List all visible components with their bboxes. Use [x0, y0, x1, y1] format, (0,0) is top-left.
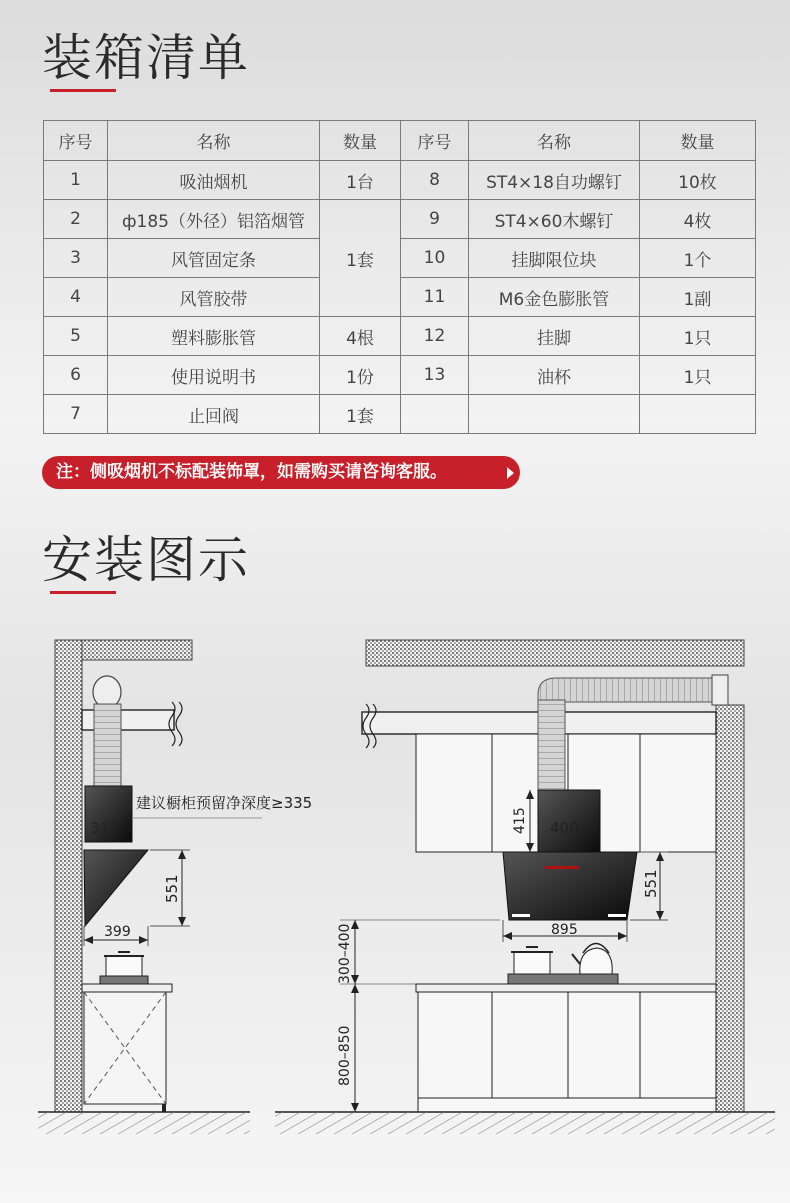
- cabinet-depth-note: 建议橱柜预留净深度≥335: [136, 794, 313, 812]
- notice-banner: 注：侧吸烟机不标配装饰罩，如需购买请咨询客服。: [42, 456, 520, 489]
- countertop: [82, 984, 172, 992]
- hood-height-label: 551: [642, 869, 660, 898]
- table-row: [44, 317, 756, 356]
- upper-cabinet: [640, 734, 716, 852]
- item-qty: 1只: [640, 356, 756, 395]
- item-qty: 4枚: [640, 200, 756, 239]
- cooktop: [508, 974, 618, 984]
- ceiling: [82, 640, 192, 660]
- item-qty: 1只: [640, 317, 756, 356]
- plinth: [418, 1098, 716, 1112]
- wall: [55, 640, 82, 1112]
- packing-list-title: 装箱清单: [42, 29, 250, 87]
- upper-cabinet: [416, 734, 492, 852]
- break-mark: [176, 702, 182, 746]
- item-name: 挂脚限位块: [469, 239, 640, 278]
- item-no: 8: [401, 161, 469, 200]
- header-name: 名称: [108, 121, 320, 161]
- item-qty: 1个: [640, 239, 756, 278]
- kettle-icon: [572, 944, 612, 975]
- pot-icon: [511, 947, 553, 974]
- base-cabinet: [492, 992, 568, 1098]
- floor-hatch: [275, 1112, 775, 1134]
- hood-body-front: [503, 852, 637, 920]
- header-qty: 数量: [640, 121, 756, 161]
- item-name: ф185（外径）铝箔烟管: [108, 200, 320, 239]
- flex-duct-vertical: [538, 700, 565, 790]
- header-name: 名称: [469, 121, 640, 161]
- item-qty: 4根: [320, 317, 401, 356]
- hood-body-side: [84, 850, 148, 926]
- duct-box-width-label: 315: [91, 821, 118, 837]
- item-name: [469, 395, 640, 434]
- table-row: [44, 395, 756, 434]
- countertop: [416, 984, 716, 992]
- item-name: ST4×60木螺钉: [469, 200, 640, 239]
- item-qty: 1套: [320, 395, 401, 434]
- item-qty: [640, 395, 756, 434]
- item-name: 使用说明书: [108, 356, 320, 395]
- item-no: [401, 395, 469, 434]
- side-view: [38, 640, 312, 1134]
- item-qty: 10枚: [640, 161, 756, 200]
- duct-box-width-label: 400: [550, 819, 579, 837]
- header-no: 序号: [44, 121, 108, 161]
- counter-height-label: 800–850: [337, 1025, 353, 1086]
- table-row: [44, 200, 756, 239]
- item-name: 塑料膨胀管: [108, 317, 320, 356]
- table-row: [44, 161, 756, 200]
- item-name: 风管胶带: [108, 278, 320, 317]
- item-name: 挂脚: [469, 317, 640, 356]
- item-no: 11: [401, 278, 469, 317]
- flex-duct: [94, 704, 121, 790]
- base-cabinet: [640, 992, 716, 1098]
- item-name: 吸油烟机: [108, 161, 320, 200]
- header-qty: 数量: [320, 121, 401, 161]
- base-cabinet: [418, 992, 492, 1098]
- item-no: 13: [401, 356, 469, 395]
- item-qty: 1副: [640, 278, 756, 317]
- duct-end-cap: [712, 675, 728, 705]
- item-no: 10: [401, 239, 469, 278]
- table-row: [44, 356, 756, 395]
- cabinet-foot: [162, 1104, 166, 1112]
- hood-width-label: 895: [551, 922, 578, 938]
- base-cabinet: [568, 992, 640, 1098]
- item-no: 9: [401, 200, 469, 239]
- hood-height-label: 551: [163, 874, 181, 903]
- item-no: 3: [44, 239, 108, 278]
- item-no: 5: [44, 317, 108, 356]
- item-name: 止回阀: [108, 395, 320, 434]
- installation-title: 安装图示: [42, 531, 250, 589]
- ceiling: [366, 640, 744, 666]
- pot-icon: [100, 952, 148, 984]
- item-no: 1: [44, 161, 108, 200]
- title-underline: [50, 89, 116, 92]
- item-qty: 1台: [320, 161, 401, 200]
- item-no: 12: [401, 317, 469, 356]
- installation-diagram: [0, 620, 790, 1180]
- title-underline: [50, 591, 116, 594]
- floor-hatch: [38, 1112, 250, 1134]
- item-qty: 1份: [320, 356, 401, 395]
- duct-opening: [93, 676, 121, 708]
- item-no: 7: [44, 395, 108, 434]
- item-no: 6: [44, 356, 108, 395]
- item-name: M6金色膨胀管: [469, 278, 640, 317]
- hood-depth-label: 399: [104, 924, 131, 940]
- header-no: 序号: [401, 121, 469, 161]
- front-view: [275, 640, 775, 1134]
- item-no: 2: [44, 200, 108, 239]
- hood-to-stove-label: 300–400: [337, 923, 353, 984]
- wall: [716, 705, 744, 1112]
- duct-box-height-label: 415: [512, 807, 528, 834]
- item-name: ST4×18自功螺钉: [469, 161, 640, 200]
- item-no: 4: [44, 278, 108, 317]
- table-header-row: [44, 121, 756, 161]
- item-qty: 1套: [320, 200, 401, 317]
- item-name: 风管固定条: [108, 239, 320, 278]
- item-name: 油杯: [469, 356, 640, 395]
- packing-list-table: [43, 120, 756, 434]
